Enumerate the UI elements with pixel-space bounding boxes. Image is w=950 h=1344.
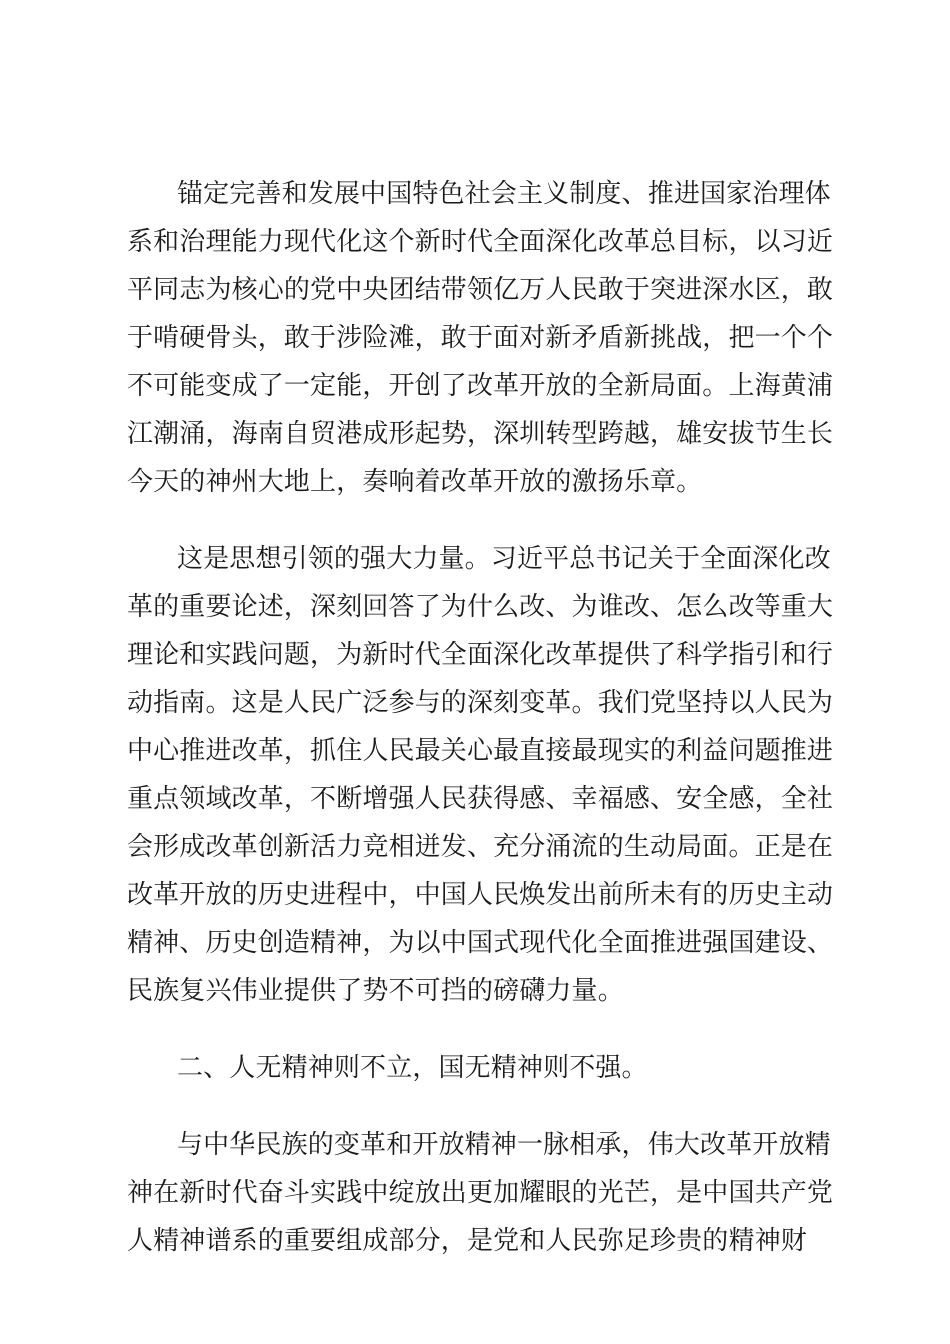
paragraph-line: 今天的神州大地上，奏响着改革开放的激扬乐章。 [127,467,703,497]
paragraph-line: 不可能变成了一定能，开创了改革开放的全新局面。上海黄浦 [127,371,834,401]
paragraph-line: 改革开放的历史进程中，中国人民焕发出前所未有的历史主动 [127,880,834,910]
paragraph-line: 锚定完善和发展中国特色社会主义制度、推进国家治理体 [177,179,831,209]
paragraph-line: 人精神谱系的重要组成部分，是党和人民弥足珍贵的精神财 [127,1226,807,1256]
paragraph-line: 江潮涌，海南自贸港成形起势，深圳转型跨越，雄安拔节生长 [127,419,834,449]
paragraph-line: 于啃硬骨头，敢于涉险滩，敢于面对新矛盾新挑战，把一个个 [127,323,834,353]
paragraph-line: 系和治理能力现代化这个新时代全面深化改革总目标，以习近 [127,227,834,257]
paragraph-line: 动指南。这是人民广泛参与的深刻变革。我们党坚持以人民为 [127,688,834,718]
paragraph-2 [127,535,837,1015]
paragraph-1 [127,170,837,506]
paragraph-spacer [127,1015,837,1044]
paragraph-line: 中心推进改革，抓住人民最关心最直接最现实的利益问题推进 [127,736,834,766]
paragraph-3 [127,1121,837,1265]
paragraph-line: 民族复兴伟业提供了势不可挡的磅礴力量。 [127,976,624,1006]
paragraph-line: 与中华民族的变革和开放精神一脉相承，伟大改革开放精 [177,1130,831,1160]
paragraph-line: 理论和实践问题，为新时代全面深化改革提供了科学指引和行 [127,640,834,670]
paragraph-spacer [127,506,837,535]
paragraph-line: 会形成改革创新活力竞相迸发、充分涌流的生动局面。正是在 [127,832,834,862]
paragraph-line: 神在新时代奋斗实践中绽放出更加耀眼的光芒，是中国共产党 [127,1178,834,1208]
document-body [127,170,837,1265]
section-heading [127,1044,837,1092]
paragraph-line: 革的重要论述，深刻回答了为什么改、为谁改、怎么改等重大 [127,592,834,622]
paragraph-line: 精神、历史创造精神，为以中国式现代化全面推进强国建设、 [127,928,834,958]
paragraph-line: 这是思想引领的强大力量。习近平总书记关于全面深化改 [177,544,831,574]
heading-text: 二、人无精神则不立，国无精神则不强。 [177,1053,648,1083]
paragraph-line: 平同志为核心的党中央团结带领亿万人民敢于突进深水区，敢 [127,275,834,305]
paragraph-line: 重点领域改革，不断增强人民获得感、幸福感、安全感，全社 [127,784,834,814]
paragraph-spacer [127,1092,837,1121]
